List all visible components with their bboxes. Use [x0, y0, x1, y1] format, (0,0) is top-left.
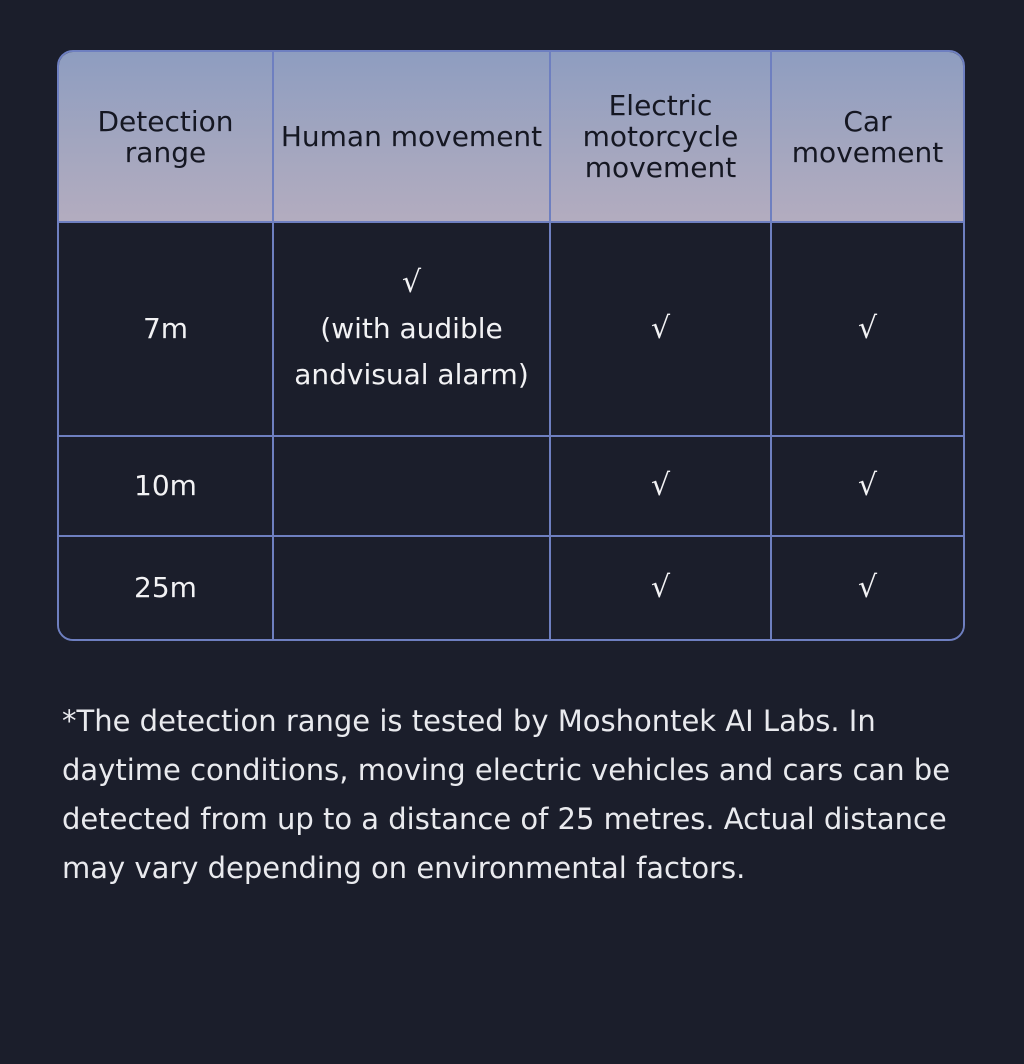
- range-cell: 7m: [59, 222, 273, 436]
- table-header-row: [59, 52, 963, 222]
- electric-cell: [550, 222, 771, 436]
- range-cell: 10m: [59, 436, 273, 536]
- table-row: [59, 536, 963, 639]
- range-cell: 25m: [59, 536, 273, 639]
- check-icon: √: [857, 311, 878, 346]
- check-icon: √: [650, 311, 671, 346]
- header-detection-range: Detection range: [59, 52, 273, 222]
- human-cell: [273, 222, 550, 436]
- electric-cell: [550, 436, 771, 536]
- human-note-line-2: andvisual alarm): [294, 358, 529, 391]
- car-cell: [771, 436, 963, 536]
- table-row: [59, 222, 963, 436]
- footnote: *The detection range is tested by Moshontek AI Labs. In daytime conditions, moving electric vehicles and cars can be detected from up to a distance of 25 metres. Actual distance may vary depending on environmental factors.: [62, 704, 951, 885]
- human-cell: [273, 436, 550, 536]
- header-human-movement: Human movement: [273, 52, 550, 222]
- check-icon: √: [401, 265, 422, 300]
- electric-cell: [550, 536, 771, 639]
- header-car-movement: Car movement: [771, 52, 963, 222]
- check-icon: √: [650, 570, 671, 605]
- human-cell: [273, 536, 550, 639]
- car-cell: [771, 536, 963, 639]
- check-icon: √: [857, 570, 878, 605]
- check-icon: √: [857, 468, 878, 503]
- detection-range-table: [59, 52, 963, 639]
- car-cell: [771, 222, 963, 436]
- check-icon: √: [650, 468, 671, 503]
- detection-table: [57, 50, 965, 641]
- human-note-line-1: (with audible: [320, 312, 503, 345]
- table-row: [59, 436, 963, 536]
- header-electric-motorcycle-movement: Electric motorcycle movement: [550, 52, 771, 222]
